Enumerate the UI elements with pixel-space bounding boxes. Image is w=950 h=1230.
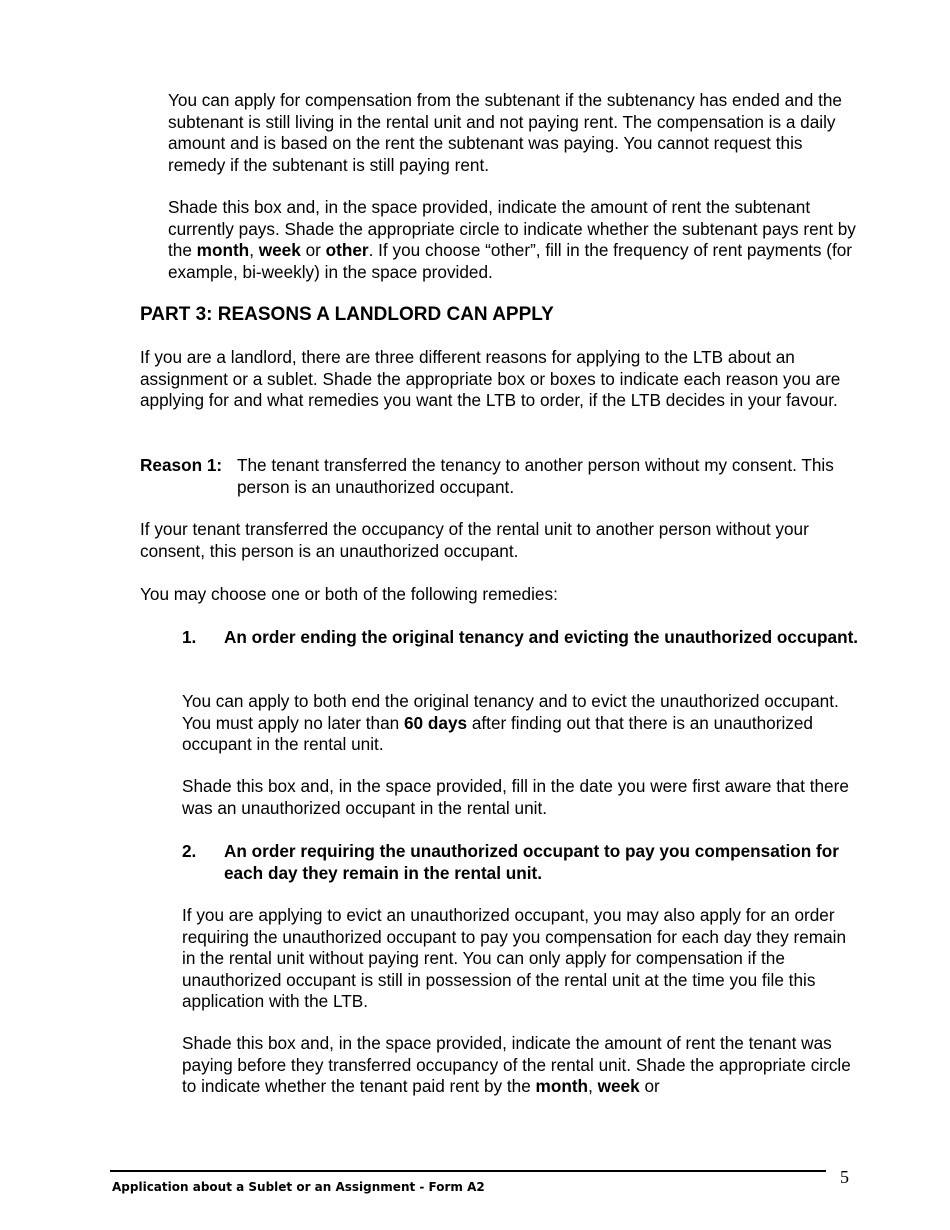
footer-divider <box>110 1170 826 1172</box>
reason-1-text: The tenant transferred the tenancy to another person without my consent. This person is an unauthorized occupant. <box>237 455 834 497</box>
subtenant-compensation-paragraph: You can apply for compensation from the subtenant if the subtenancy has ended and the subtenant is still living in the rental unit and not paying rent. The compensation is a daily amount and is based on the rent the subtenant was paying. You cannot request this remedy if the subtenant is still paying rent. <box>168 90 842 175</box>
remedy-1-title: An order ending the original tenancy and evicting the unauthorized occupant. <box>224 627 859 647</box>
reason-1-label: Reason 1: <box>140 455 223 475</box>
reason-1-explanation: If your tenant transferred the occupancy of the rental unit to another person without your consent, this person is an unauthorized occupant. <box>140 519 809 561</box>
part-3-intro-paragraph: If you are a landlord, there are three different reasons for applying to the LTB about an assignment or a sublet. Shade the appropriate box or boxes to indicate each reason you are applying for and what remedies you want the LTB to order, if the LTB decides in your favour. <box>140 347 841 410</box>
footer-form-title: Application about a Sublet or an Assignment - Form A2 <box>112 1180 485 1194</box>
remedy-2-title: An order requiring the unauthorized occupant to pay you compensation for each day they remain in the rental unit. <box>224 841 839 883</box>
subtenant-rent-instructions-paragraph: Shade this box and, in the space provided, indicate the amount of rent the subtenant currently pays. Shade the appropriate circle to indicate whether the subtenant pays rent by the month, week or other. If you choose “other”, fill in the frequency of rent payments (for example, bi-weekly) in the space provided. <box>168 197 856 282</box>
page-number: 5 <box>840 1167 849 1187</box>
part-3-heading: PART 3: REASONS A LANDLORD CAN APPLY <box>140 304 554 325</box>
remedy-2-compensation-paragraph: If you are applying to evict an unauthorized occupant, you may also apply for an order requiring the unauthorized occupant to pay you compensation for each day they remain in the rental unit without paying rent. You can only apply for compensation if the unauthorized occupant is still in possession of the rental unit at the time you file this application with the LTB. <box>182 905 847 1011</box>
remedies-choice-text: You may choose one or both of the following remedies: <box>140 584 558 604</box>
remedy-1-number: 1. <box>182 627 197 647</box>
remedy-1-deadline-paragraph: You can apply to both end the original tenancy and to evict the unauthorized occupant. You must apply no later than 60 days after finding out that there is an unauthorized occupant in the rental unit. <box>182 691 839 754</box>
remedy-2-number: 2. <box>182 841 197 861</box>
remedy-1-instructions-paragraph: Shade this box and, in the space provided, fill in the date you were first aware that there was an unauthorized occupant in the rental unit. <box>182 776 849 818</box>
remedy-2-instructions-paragraph: Shade this box and, in the space provided, indicate the amount of rent the tenant was paying before they transferred occupancy of the rental unit. Shade the appropriate circle to indicate whether the tenant paid rent by the month, week or <box>182 1033 851 1096</box>
